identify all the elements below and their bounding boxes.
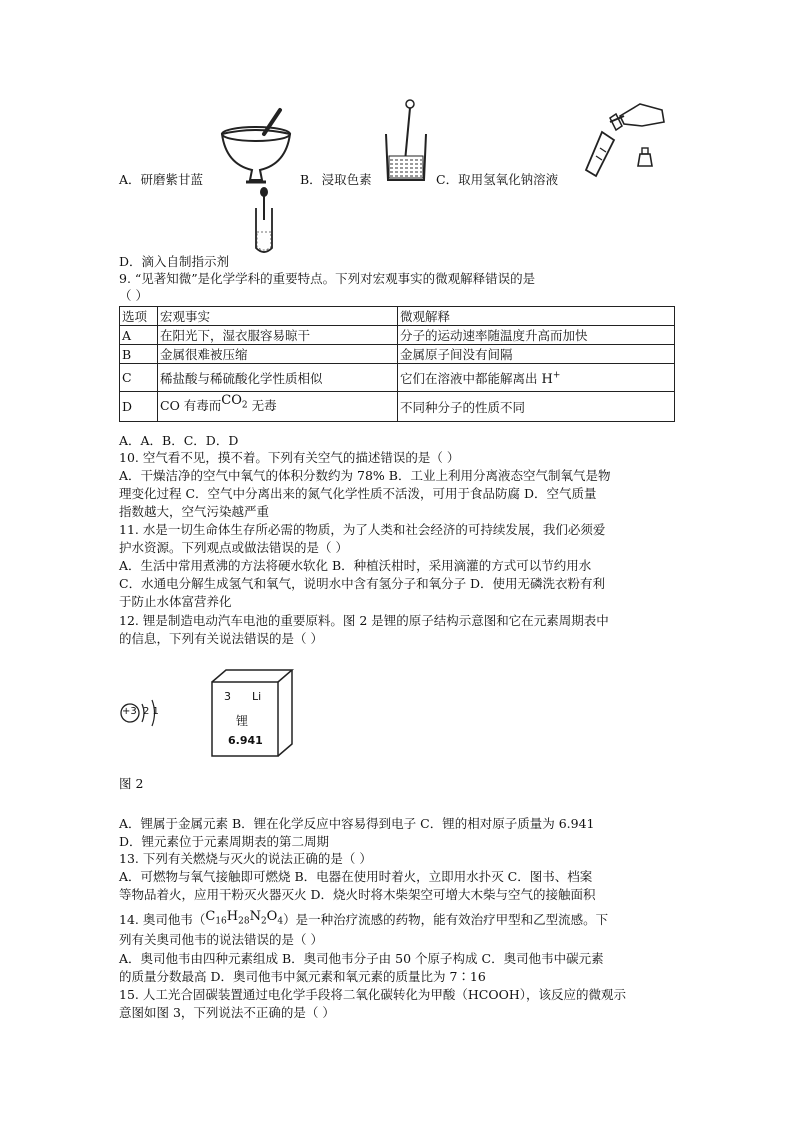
q10-options: 理变化过程 C．空气中分离出来的氮气化学性质不活泼，可用于食品防腐 D．空气质量 xyxy=(119,486,597,501)
table-cell: 在阳光下，湿衣服容易晾干 xyxy=(158,326,398,345)
table-row xyxy=(120,326,675,345)
q10-options: 指数越大，空气污染越严重 xyxy=(119,504,270,519)
q9-table xyxy=(119,306,675,422)
table-cell: 稀盐酸与稀硫酸化学性质相似 xyxy=(158,364,398,392)
q13-stem: 13. 下列有关燃烧与灭火的说法正确的是（ ） xyxy=(119,851,372,866)
table-cell: A xyxy=(120,326,158,345)
element-name: 锂 xyxy=(236,714,249,728)
q13-options: A．可燃物与氧气接触即可燃烧 B．电器在使用时着火，立即用水扑灭 C．图书、档案 xyxy=(119,869,593,884)
q15-stem: 意图如图 3，下列说法不正确的是（ ） xyxy=(119,1005,335,1020)
table-header: 宏观事实 xyxy=(158,307,398,326)
table-row xyxy=(120,345,675,364)
q12-stem: 的信息，下列有关说法错误的是（ ） xyxy=(119,631,323,646)
q12-options: A．锂属于金属元素 B．锂在化学反应中容易得到电子 C．锂的相对原子质量为 6.941 xyxy=(119,816,595,831)
atom-structure-diagram xyxy=(116,690,176,736)
q11-options: 于防止水体富营养化 xyxy=(119,594,232,609)
q14-stem: 列有关奥司他韦的说法错误的是（ ） xyxy=(119,932,323,947)
table-header: 选项 xyxy=(120,307,158,326)
atomic-number: 3 xyxy=(224,690,231,703)
q12-options: D．锂元素位于元素周期表的第二周期 xyxy=(119,834,330,849)
q8-option-d: D．滴入自制指示剂 xyxy=(119,254,230,269)
nucleus-charge: +3 xyxy=(122,706,137,717)
q14-options: 的质量分数最高 D．奥司他韦中氮元素和氧元素的质量比为 7∶16 xyxy=(119,969,486,984)
table-cell: 不同种分子的性质不同 xyxy=(398,392,675,422)
q9-paren: （ ） xyxy=(119,288,148,303)
q11-options: A．生活中常用煮沸的方法将硬水软化 B．种植沃柑时，采用滴灌的方式可以节约用水 xyxy=(119,558,592,573)
test-tube-dropper-icon xyxy=(252,186,276,256)
table-header-row xyxy=(120,307,675,326)
formula-oseltamivir: $C_{16}H_{28}N_2O_4$ xyxy=(205,909,284,927)
q10-options: A．干燥洁净的空气中氧气的体积分数约为 78% B．工业上利用分离液态空气制氧气是物 xyxy=(119,468,611,483)
q11-stem: 11. 水是一切生命体生存所必需的物质，为了人类和社会经济的可持续发展，我们必须爱 xyxy=(119,522,606,537)
table-row xyxy=(120,392,675,422)
q14-stem: 14. 奥司他韦$(C_{16}H_{28}N_2O_4)$是一种治疗流感的药物，能有效治疗甲型和乙型流感。下 xyxy=(119,909,609,927)
table-cell: 金属很难被压缩 xyxy=(158,345,398,364)
beaker-stirring-icon xyxy=(380,98,432,188)
q11-stem: 护水资源。下列观点或做法错误的是（ ） xyxy=(119,540,348,555)
table-cell: CO 有毒而$CO_2$ 无毒 xyxy=(158,392,398,422)
shell-electrons: 2 1 xyxy=(143,706,159,717)
table-cell: 它们在溶液中都能解离出 H+ xyxy=(398,364,675,392)
table-cell: D xyxy=(120,392,158,422)
q11-options: C．水通电分解生成氢气和氧气，说明水中含有氢分子和氧分子 D．使用无磷洗衣粉有利 xyxy=(119,576,606,591)
q9-stem: 9. “见著知微”是化学学科的重要特点。下列对宏观事实的微观解释错误的是 xyxy=(119,271,536,286)
table-row xyxy=(120,364,675,392)
formula-co2: $CO_2$ xyxy=(221,393,248,411)
formula-h-plus: H+ xyxy=(541,370,561,387)
table-cell: B xyxy=(120,345,158,364)
table-cell: 金属原子间没有间隔 xyxy=(398,345,675,364)
figure-label: 图 2 xyxy=(119,776,144,791)
q15-stem: 15. 人工光合固碳装置通过电化学手段将二氧化碳转化为甲酸（HCOOH），该反应的微观示 xyxy=(119,987,626,1002)
q12-stem: 12. 锂是制造电动汽车电池的重要原料。图 2 是锂的原子结构示意图和它在元素周期表中 xyxy=(119,613,609,628)
mortar-pestle-icon xyxy=(216,108,296,188)
table-cell: 分子的运动速率随温度升高而加快 xyxy=(398,326,675,345)
table-header: 微观解释 xyxy=(398,307,675,326)
q9-choices: A．A．B．C．D．D xyxy=(119,433,239,448)
atomic-mass: 6.941 xyxy=(228,734,263,747)
periodic-table-cell xyxy=(210,668,294,758)
q8-option-c: C．取用氢氧化钠溶液 xyxy=(436,172,559,187)
element-symbol: Li xyxy=(252,690,262,703)
table-cell: C xyxy=(120,364,158,392)
q10-stem: 10. 空气看不见，摸不着。下列有关空气的描述错误的是（ ） xyxy=(119,450,460,465)
q14-options: A．奥司他韦由四种元素组成 B．奥司他韦分子由 50 个原子构成 C．奥司他韦中碳元素 xyxy=(119,951,604,966)
q13-options: 等物品着火，应用干粉灭火器灭火 D．烧火时将木柴架空可增大木柴与空气的接触面积 xyxy=(119,887,596,902)
bottle-pouring-icon xyxy=(580,96,670,186)
q8-option-a: A．研磨紫甘蓝 xyxy=(119,172,204,187)
q8-option-b: B．浸取色素 xyxy=(300,172,372,187)
